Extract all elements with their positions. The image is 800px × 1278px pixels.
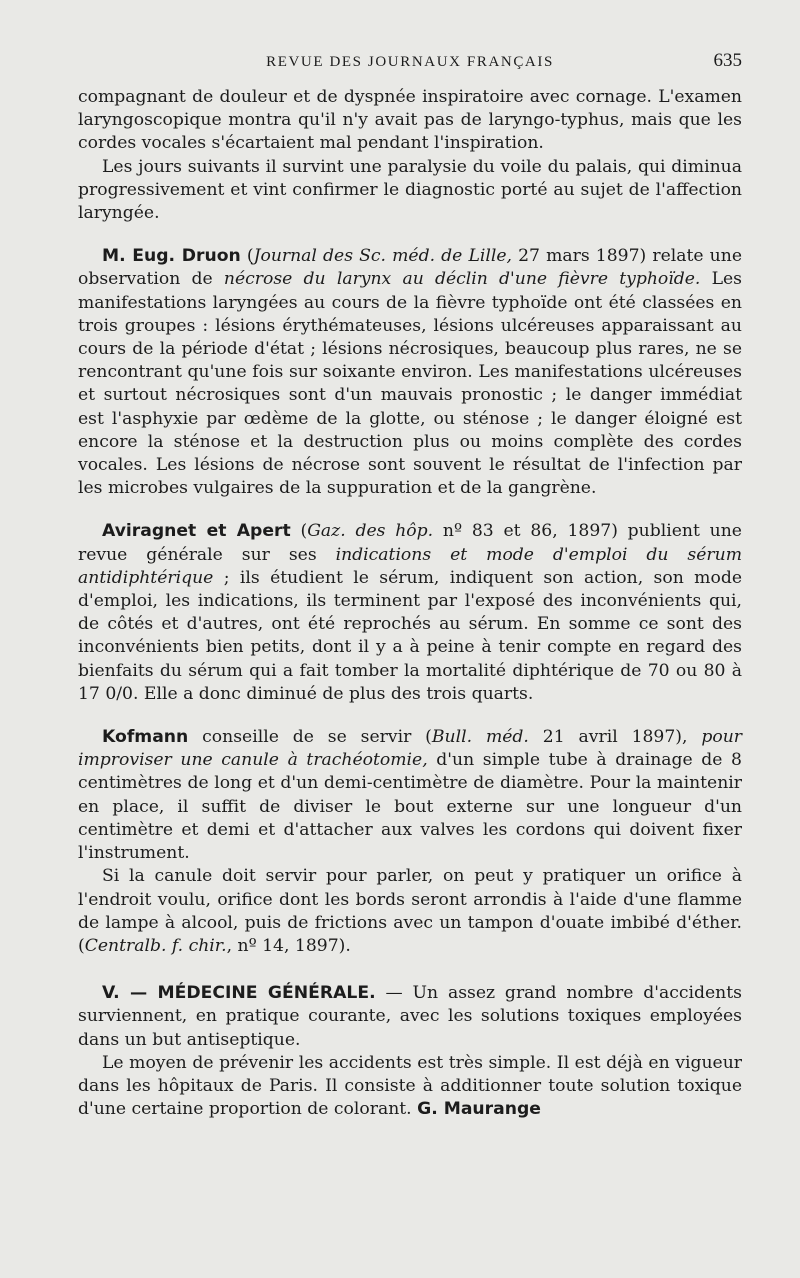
reference-open: ( [290,521,308,542]
reference-open: conseille de se servir ( [188,727,432,748]
paragraph-text: compagnant de douleur et de dyspnée inspiratoire avec cornage. L'examen laryngoscopique montra qu'il n'y avait pas de laryngo-typhus, mais que les cordes vocales s'écartaient mal pendant l'inspiration. [78,87,742,154]
author-name: G. Maurange [417,1099,541,1120]
section-paragraph-2 [78,1052,742,1122]
spacer [78,706,742,726]
journal-title: Gaz. des hôp. [307,521,434,542]
paragraph-paralysie [78,156,742,226]
reference-date: 21 avril 1897), [528,727,702,748]
paragraph-text: Le moyen de prévenir les accidents est très simple. Il est déjà en vigueur dans les hôpitaux de Paris. Il consiste à additionner toute solution toxique d'une certaine proportion de colorant. [78,1052,742,1120]
author-name: Aviragnet et Apert [102,521,291,542]
reference-date: nº 83 et 86, 1897) publient une revue générale sur ses [78,521,742,565]
article-kofmann-continued [78,865,742,958]
spacer [78,500,742,520]
paragraph-continuation [78,86,742,156]
section-text: — Un assez grand nombre d'accidents surviennent, en pratique courante, avec les solutions toxiques employées dans un but antiseptique. [78,983,742,1050]
journal-title: Centralb. f. chir. [84,935,227,956]
page-number: 635 [713,50,742,71]
paragraph-text: Les jours suivants il survint une paralysie du voile du palais, qui diminua progressivement et vint confirmer le diagnostic porté au sujet de l'affection laryngée. [78,156,742,224]
reference-date: , nº 14, 1897). [226,935,351,956]
article-topic: indications et mode d'emploi du sérum antidiphtérique [78,544,742,588]
reference-open: ( [240,246,254,267]
section-medecine-generale [78,982,742,1052]
article-topic: nécrose du larynx au déclin d'une fièvre typhoïde. [223,269,701,290]
author-name: Kofmann [102,727,189,748]
journal-title: Bull. méd. [431,727,529,748]
article-text: d'un simple tube à drainage de 8 centimètres de long et d'un demi-centimètre de diamètre. Pour la maintenir en place, il suffit de diviser le bout externe sur une longueur d'un centimètre et demi et d'attacher aux valves les cordons qui doivent fixer l'instrument. [78,750,742,864]
running-head [78,50,742,74]
article-aviragnet [78,520,742,706]
journal-title: Journal des Sc. méd. de Lille, [253,246,512,267]
article-topic: pour improviser une canule à trachéotomie, [78,727,742,771]
article-text: ; ils étudient le sérum, indiquent son action, son mode d'emploi, les indications, ils terminent par l'exposé des inconvénients qui, de côtés et d'autres, ont été reprochés au sérum. En somme ce sont des inconvénients bien petits, dont il y a à peine à tenir compte en regard des bienfaits du sérum qui a fait tomber la mortalité diphtérique de 70 ou 80 à 17 0/0. Elle a donc diminué de plus des trois quarts. [78,567,742,704]
spacer [78,225,742,245]
spacer [78,958,742,982]
article-text: Les manifestations laryngées au cours de la fièvre typhoïde ont été classées en trois groupes : lésions érythémateuses, lésions ulcéreuses apparaissant au cours de la période d'état ; lésions nécrosiques, beaucoup plus rares, ne se rencontrant qu'une fois sur soixante environ. Les manifestations ulcéreuses et surtout nécrosiques sont d'un mauvais pronostic ; le danger immédiat est l'asphyxie par œdème de la glotte, ou sténose ; le danger éloigné est encore la sténose et la destruction plus ou moins complète des cordes vocales. Les lésions de nécrose sont souvent le résultat de l'infection par les microbes vulgaires de la suppuration et de la gangrène. [78,269,742,499]
paragraph-text: Si la canule doit servir pour parler, on peut y pratiquer un orifice à l'endroit voulu, orifice dont les bords seront arrondis à l'aide d'une flamme de lampe à alcool, puis de frictions avec un tampon d'ouate imbibé d'éther. ( [78,866,742,956]
section-title: V. — MÉDECINE GÉNÉRALE. [102,983,376,1004]
body-text [78,86,742,1121]
author-name: M. Eug. Druon [102,246,241,267]
article-druon [78,245,742,500]
reference-date: 27 mars 1897) relate une observation de [78,246,742,290]
article-kofmann [78,726,742,865]
running-title: REVUE DES JOURNAUX FRANÇAIS [266,54,554,70]
